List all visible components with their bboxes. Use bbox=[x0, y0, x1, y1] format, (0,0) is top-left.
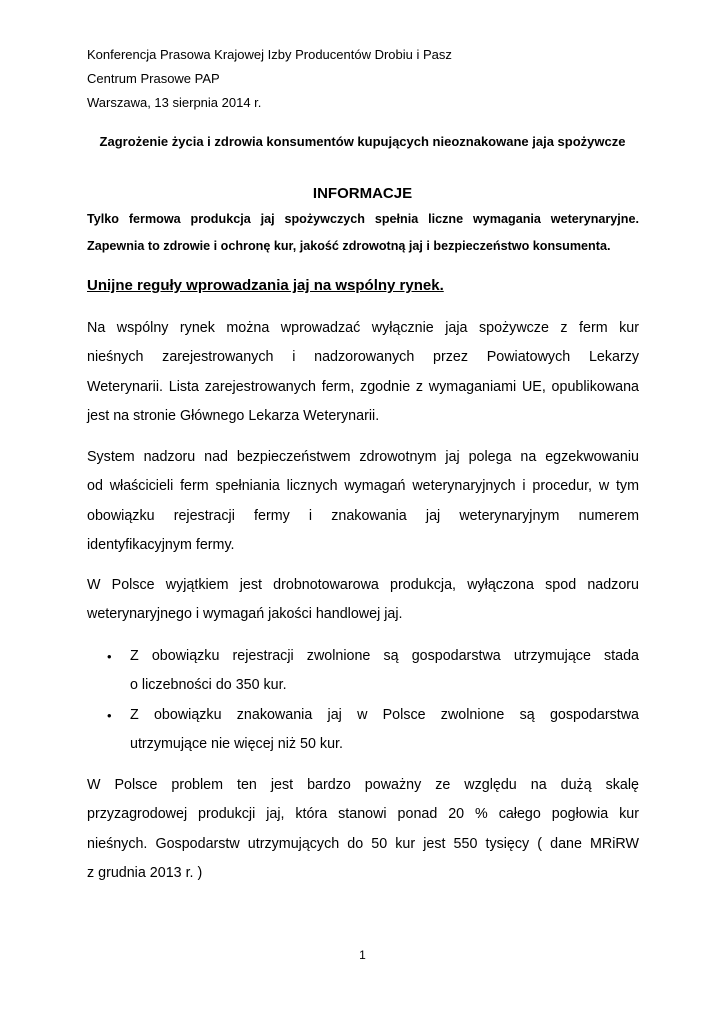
paragraph-line: nieśnych. Gospodarstw utrzymujących do 50 kur jest 550 tysięcy ( dane MRiRW bbox=[87, 835, 639, 852]
paragraph-line: obowiązku rejestracji fermy i znakowania jaj weterynaryjnym numerem bbox=[87, 507, 639, 524]
paragraph-line: Na wspólny rynek można wprowadzać wyłącznie jaja spożywcze z ferm kur bbox=[87, 320, 639, 336]
paragraph-3 bbox=[87, 571, 639, 630]
paragraph-line: z grudnia 2013 r. ) bbox=[87, 864, 203, 881]
paragraph-2 bbox=[87, 443, 639, 560]
list-item bbox=[87, 701, 639, 760]
info-line-2: Zapewnia to zdrowie i ochronę kur, jakość zdrowotną jaj i bezpieczeństwo konsumenta. bbox=[87, 239, 611, 253]
paragraph-4 bbox=[87, 771, 639, 888]
paragraph-line: Weterynarii. Lista zarejestrowanych ferm, zgodnie z wymaganiami UE, opublikowana bbox=[87, 378, 639, 395]
list-item bbox=[87, 642, 639, 701]
paragraph-line: W Polsce problem ten jest bardzo poważny ze względu na dużą skalę bbox=[87, 777, 639, 793]
paragraph-line: System nadzoru nad bezpieczeństwem zdrowotnym jaj polega na egzekwowaniu bbox=[87, 449, 639, 465]
header-press-center: Centrum Prasowe PAP bbox=[87, 71, 220, 86]
bullet-line: Z obowiązku znakowania jaj w Polsce zwolnione są gospodarstwa bbox=[130, 706, 639, 723]
info-line-1: Tylko fermowa produkcja jaj spożywczych spełnia liczne wymagania weterynaryjne. bbox=[87, 212, 639, 226]
info-heading: INFORMACJE bbox=[312, 185, 413, 202]
bullet-icon: • bbox=[107, 649, 112, 664]
paragraph-1 bbox=[87, 314, 639, 431]
paragraph-line: nieśnych zarejestrowanych i nadzorowanych przez Powiatowych Lekarzy bbox=[87, 349, 639, 366]
page-number: 1 bbox=[359, 948, 366, 962]
paragraph-line: identyfikacyjnym fermy. bbox=[87, 536, 235, 553]
section-heading: Unijne reguły wprowadzania jaj na wspólny rynek. bbox=[87, 277, 444, 294]
bullet-icon: • bbox=[107, 707, 112, 723]
paragraph-line: jest na stronie Głównego Lekarza Weterynarii. bbox=[87, 407, 380, 424]
paragraph-line: weterynaryjnego i wymagań jakości handlowej jaj. bbox=[87, 606, 403, 623]
header-conference: Konferencja Prasowa Krajowej Izby Producentów Drobiu i Pasz bbox=[87, 47, 452, 62]
paragraph-line: od właścicieli ferm spełniania licznych wymagań weterynaryjnych i procedur, w tym bbox=[87, 478, 639, 495]
bullet-line: Z obowiązku rejestracji zwolnione są gospodarstwa utrzymujące stada bbox=[130, 648, 639, 664]
bullet-line: utrzymujące nie więcej niż 50 kur. bbox=[130, 735, 343, 752]
document-title: Zagrożenie życia i zdrowia konsumentów kupujących nieoznakowane jaja spożywcze bbox=[99, 134, 626, 149]
bullet-line: o liczebności do 350 kur. bbox=[130, 677, 287, 694]
paragraph-line: W Polsce wyjątkiem jest drobnotowarowa produkcja, wyłączona spod nadzoru bbox=[87, 577, 639, 593]
paragraph-line: przyzagrodowej produkcji jaj, która stanowi ponad 20 % całego pogłowia kur bbox=[87, 806, 639, 823]
bullet-list bbox=[87, 642, 639, 759]
header-date: Warszawa, 13 sierpnia 2014 r. bbox=[87, 95, 262, 110]
